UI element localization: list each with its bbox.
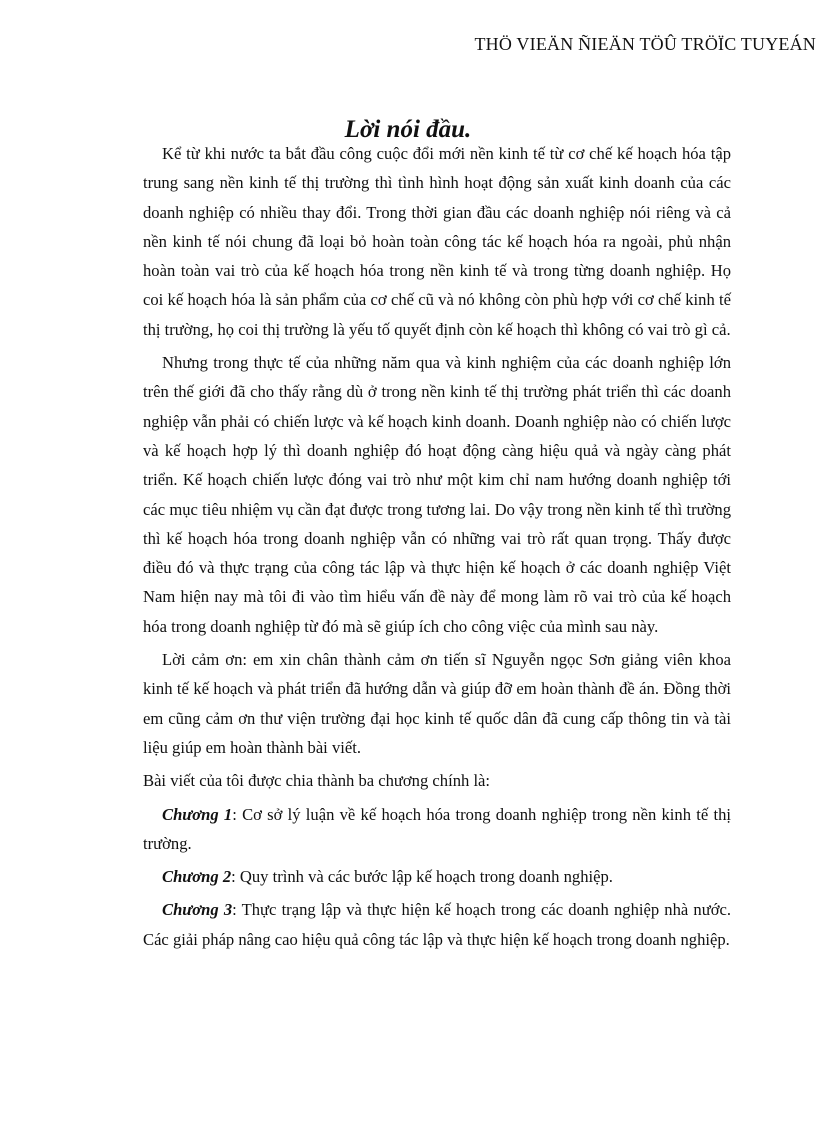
chapter-item [143,800,731,859]
chapter-description: : Cơ sở lý luận về kế hoạch hóa trong doanh nghiệp trong nền kinh tế thị trường. [143,804,731,853]
chapter-item [143,895,731,954]
running-header: THÖ VIEÄN ÑIEÄN TÖÛ TRÖÏC TUYEÁN [474,34,816,54]
chapter-label: Chương 3 [162,900,233,920]
chapter-label: Chương 1 [162,804,233,824]
chapter-label: Chương 2 [162,867,232,887]
document-body [143,139,731,958]
chapter-description: : Quy trình và các bước lập kế hoạch trong doanh nghiệp. [231,867,613,887]
page-title: Lời nói đầu. [344,115,472,143]
chapter-description: : Thực trạng lập và thực hiện kế hoạch trong các doanh nghiệp nhà nước. Các giải pháp nâng cao hiệu quả công tác lập và thực hiện kế hoạch trong doanh nghiệp. [143,900,732,949]
paragraph-intro: Kể từ khi nước ta bắt đầu công cuộc đổi mới nền kinh tế từ cơ chế kế hoạch hóa tập trung sang nền kinh tế thị trường thì tình hình hoạt động sản xuất kinh doanh của các doanh nghiệp có nhiều thay đổi. Trong thời gian đầu các doanh nghiệp nói riêng và cả nền kinh tế nói chung đã loại bỏ hoàn toàn công tác kế hoạch hóa ra ngoài, phủ nhận hoàn toàn vai trò của kế hoạch hóa trong nền kinh tế và trong từng doanh nghiệp. Họ coi kế hoạch hóa là sản phẩm của cơ chế cũ và nó không còn phù hợp với cơ chế kinh tế thị trường, họ coi thị trường là yếu tố quyết định còn kế hoạch thì không có vai trò gì cả. [143,144,731,339]
paragraph-acknowledgement: Lời cảm ơn: em xin chân thành cảm ơn tiến sĩ Nguyễn ngọc Sơn giảng viên khoa kinh tế kế hoạch và phát triển đã hướng dẫn và giúp đỡ em hoàn thành đề án. Đồng thời em cũng cảm ơn thư viện trường đại học kinh tế quốc dân đã cung cấp thông tin và tài liệu giúp em hoàn thành bài viết. [143,650,731,757]
paragraph-role-of-planning: Nhưng trong thực tế của những năm qua và kinh nghiệm của các doanh nghiệp lớn trên thế giới đã cho thấy rằng dù ở trong nền kinh tế thị trường phát triển thì các doanh nghiệp vẫn phải có chiến lược và kế hoạch kinh doanh. Doanh nghiệp nào có chiến lược và kế hoạch hợp lý thì doanh nghiệp đó hoạt động càng hiệu quả và ngày càng phát triển. Kế hoạch chiến lược đóng vai trò như một kim chỉ nam hướng doanh nghiệp tới các mục tiêu nhiệm vụ cần đạt được trong tương lai. Do vậy trong nền kinh tế thì trường thì kế hoạch hóa trong doanh nghiệp vẫn có những vai trò rất quan trọng. Thấy được điều đó và thực trạng của công tác lập và thực hiện kế hoạch ở các doanh nghiệp Việt Nam hiện nay mà tôi đi vào tìm hiểu vấn đề này để mong làm rõ vai trò của kế hoạch hóa trong doanh nghiệp từ đó mà sẽ giúp ích cho công việc của mình sau này. [143,353,731,636]
chapter-item [143,862,731,891]
chapter-intro-line: Bài viết của tôi được chia thành ba chương chính là: [143,771,491,791]
